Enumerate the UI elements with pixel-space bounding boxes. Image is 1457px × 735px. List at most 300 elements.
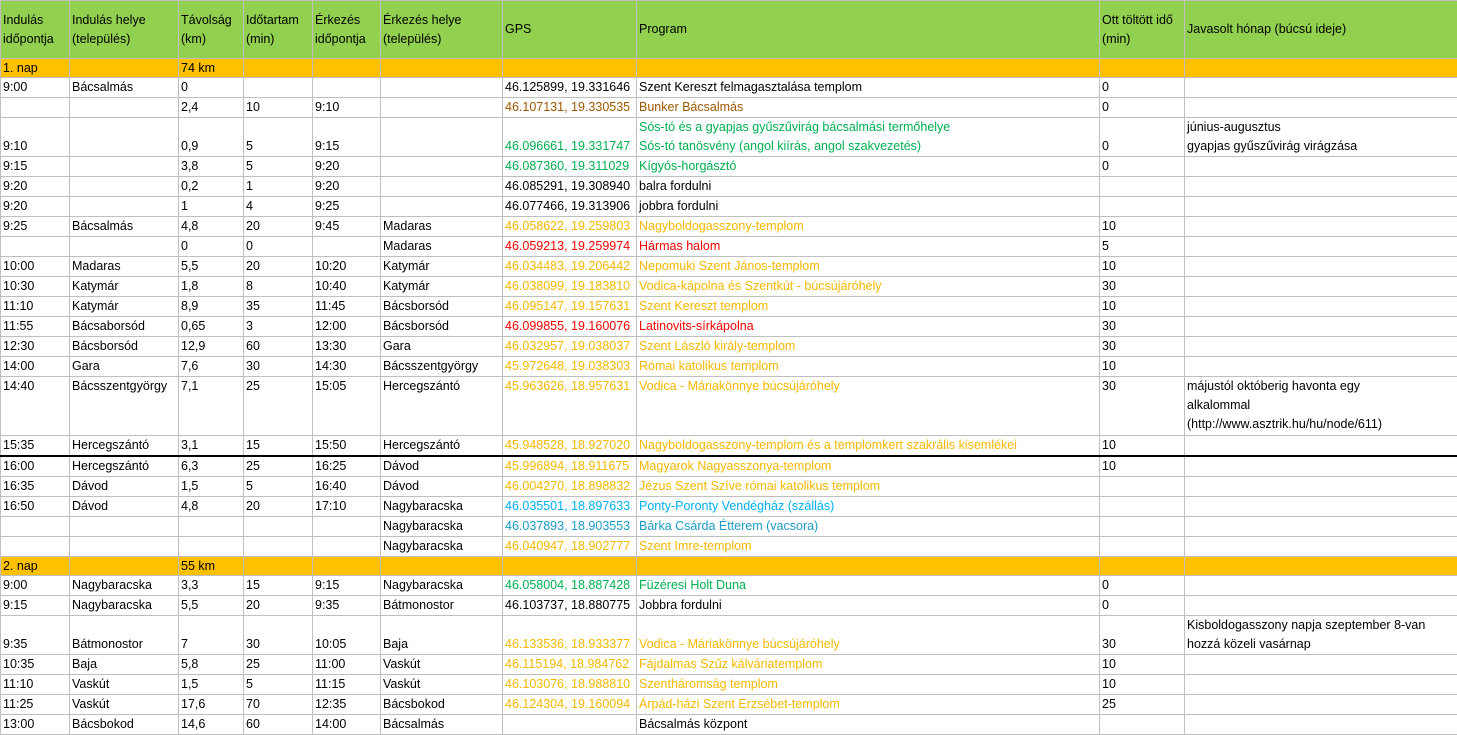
cell-stay-time: 10 [1100,217,1185,237]
cell-arrival-time: 9:10 [313,98,381,118]
cell-gps: 46.095147, 19.157631 [503,297,637,317]
cell-arrival-place: Madaras [381,217,503,237]
day-distance: 74 km [179,59,244,78]
day-empty-cell [313,557,381,576]
cell-program: Vodica-kápolna és Szentkút - búcsújáróhely [637,277,1100,297]
month-line: gyapjas gyűszűvirág virágzása [1187,137,1455,156]
cell-departure-place [70,197,179,217]
cell-stay-time: 0 [1100,118,1185,157]
cell-departure-place: Bácsalmás [70,217,179,237]
cell-distance: 0 [179,237,244,257]
cell-program: Vodica - Máriakönnye búcsújáróhely [637,377,1100,436]
table-row [1,537,1457,557]
cell-arrival-place [381,157,503,177]
cell-gps: 46.040947, 18.902777 [503,537,637,557]
cell-arrival-time: 9:25 [313,197,381,217]
cell-program: Nagyboldogasszony-templom [637,217,1100,237]
day-distance: 55 km [179,557,244,576]
header-stay-time: Ott töltött idő (min) [1100,1,1185,59]
cell-distance: 5,5 [179,257,244,277]
header-suggested-month: Javasolt hónap (búcsú ideje) [1185,1,1457,59]
cell-distance [179,517,244,537]
cell-program: Ponty-Poronty Vendégház (szállás) [637,497,1100,517]
cell-duration: 4 [244,197,313,217]
cell-arrival-time: 15:05 [313,377,381,436]
cell-departure-place: Bácsszentgyörgy [70,377,179,436]
cell-departure-place: Katymár [70,297,179,317]
cell-distance: 4,8 [179,497,244,517]
cell-departure-time: 10:30 [1,277,70,297]
cell-stay-time: 10 [1100,257,1185,277]
cell-duration: 25 [244,456,313,477]
cell-arrival-time [313,537,381,557]
cell-suggested-month [1185,357,1457,377]
day-empty-cell [1185,59,1457,78]
cell-duration: 70 [244,695,313,715]
cell-departure-place: Vaskút [70,695,179,715]
cell-arrival-place: Bátmonostor [381,596,503,616]
cell-departure-place [70,98,179,118]
cell-suggested-month [1185,98,1457,118]
cell-distance: 0,9 [179,118,244,157]
cell-program [637,118,1100,157]
cell-arrival-time: 12:00 [313,317,381,337]
cell-arrival-time: 10:40 [313,277,381,297]
cell-departure-time: 9:25 [1,217,70,237]
cell-gps: 46.103737, 18.880775 [503,596,637,616]
cell-arrival-time: 14:00 [313,715,381,735]
header-program: Program [637,1,1100,59]
cell-duration [244,537,313,557]
cell-suggested-month [1185,477,1457,497]
cell-departure-place: Dávod [70,497,179,517]
cell-program: Latinovits-sírkápolna [637,317,1100,337]
table-row [1,317,1457,337]
cell-departure-time: 9:20 [1,197,70,217]
cell-suggested-month [1185,297,1457,317]
cell-duration: 5 [244,118,313,157]
cell-arrival-place: Nagybaracska [381,497,503,517]
cell-distance: 8,9 [179,297,244,317]
table-row [1,576,1457,596]
cell-stay-time: 0 [1100,576,1185,596]
table-row [1,497,1457,517]
header-arrival-time: Érkezés időpontja [313,1,381,59]
cell-arrival-time: 15:50 [313,436,381,457]
cell-arrival-place: Bácsszentgyörgy [381,357,503,377]
cell-duration: 60 [244,715,313,735]
cell-suggested-month [1185,596,1457,616]
cell-suggested-month [1185,456,1457,477]
cell-gps: 45.963626, 18.957631 [503,377,637,436]
table-row [1,297,1457,317]
cell-program: Jézus Szent Szíve római katolikus templom [637,477,1100,497]
cell-stay-time [1100,517,1185,537]
cell-departure-time [1,537,70,557]
cell-stay-time [1100,477,1185,497]
cell-gps: 46.115194, 18.984762 [503,655,637,675]
cell-suggested-month [1185,197,1457,217]
program-line: Sós-tó és a gyapjas gyűszűvirág bácsalmási termőhelye [639,118,1097,137]
header-arrival-place: Érkezés helye (település) [381,1,503,59]
day-empty-cell [381,557,503,576]
cell-gps: 46.077466, 19.313906 [503,197,637,217]
cell-departure-place [70,118,179,157]
cell-gps: 45.996894, 18.911675 [503,456,637,477]
cell-program: Szentháromság templom [637,675,1100,695]
day-empty-cell [1100,59,1185,78]
cell-arrival-time: 16:25 [313,456,381,477]
cell-arrival-place [381,197,503,217]
cell-duration: 25 [244,655,313,675]
cell-arrival-time: 9:20 [313,177,381,197]
cell-stay-time [1100,177,1185,197]
program-line: Sós-tó tanösvény (angol kiírás, angol szakvezetés) [639,137,1097,156]
cell-departure-place: Katymár [70,277,179,297]
cell-arrival-place: Bácsborsód [381,297,503,317]
table-row [1,197,1457,217]
day-empty-cell [503,59,637,78]
cell-suggested-month [1185,715,1457,735]
cell-program: Magyarok Nagyasszonya-templom [637,456,1100,477]
cell-arrival-time: 11:00 [313,655,381,675]
cell-stay-time: 30 [1100,616,1185,655]
cell-suggested-month [1185,675,1457,695]
cell-arrival-place [381,78,503,98]
cell-departure-place: Bátmonostor [70,616,179,655]
day-empty-cell [1100,557,1185,576]
cell-arrival-time: 10:20 [313,257,381,277]
cell-departure-time [1,517,70,537]
table-row [1,456,1457,477]
cell-suggested-month [1185,118,1457,157]
cell-gps: 46.037893, 18.903553 [503,517,637,537]
cell-gps: 46.038099, 19.183810 [503,277,637,297]
cell-program: Árpád-házi Szent Erzsébet-templom [637,695,1100,715]
cell-departure-time: 11:55 [1,317,70,337]
cell-arrival-place: Vaskút [381,655,503,675]
cell-arrival-place: Hercegszántó [381,436,503,457]
table-row [1,257,1457,277]
cell-arrival-time: 9:35 [313,596,381,616]
table-row [1,616,1457,655]
cell-departure-time: 11:10 [1,675,70,695]
cell-arrival-place: Bácsbokod [381,695,503,715]
cell-duration: 1 [244,177,313,197]
cell-departure-time: 16:50 [1,497,70,517]
cell-stay-time: 10 [1100,436,1185,457]
cell-suggested-month [1185,616,1457,655]
cell-program: Római katolikus templom [637,357,1100,377]
day-empty-cell [637,557,1100,576]
cell-duration: 20 [244,497,313,517]
day-header-row [1,557,1457,576]
cell-program: Jobbra fordulni [637,596,1100,616]
cell-gps: 46.032957, 19.038037 [503,337,637,357]
cell-arrival-place: Nagybaracska [381,576,503,596]
cell-arrival-place [381,118,503,157]
cell-arrival-time: 11:45 [313,297,381,317]
cell-duration: 3 [244,317,313,337]
cell-arrival-place [381,98,503,118]
cell-departure-place [70,237,179,257]
cell-gps: 46.004270, 18.898832 [503,477,637,497]
cell-departure-time: 13:00 [1,715,70,735]
cell-departure-place: Nagybaracska [70,596,179,616]
cell-departure-time: 9:00 [1,78,70,98]
day-label: 2. nap [1,557,70,576]
cell-suggested-month [1185,157,1457,177]
cell-departure-time: 9:00 [1,576,70,596]
cell-gps: 46.096661, 19.331747 [503,118,637,157]
cell-departure-place: Bácsalmás [70,78,179,98]
cell-distance: 12,9 [179,337,244,357]
cell-suggested-month [1185,237,1457,257]
cell-departure-place [70,157,179,177]
cell-departure-place: Bácsborsód [70,337,179,357]
cell-departure-place: Baja [70,655,179,675]
cell-arrival-place: Dávod [381,456,503,477]
cell-duration: 30 [244,357,313,377]
cell-duration: 0 [244,237,313,257]
cell-arrival-place: Katymár [381,257,503,277]
table-row [1,715,1457,735]
cell-distance: 6,3 [179,456,244,477]
cell-duration: 20 [244,596,313,616]
cell-gps: 46.099855, 19.160076 [503,317,637,337]
cell-duration: 5 [244,675,313,695]
day-label: 1. nap [1,59,70,78]
cell-arrival-time [313,517,381,537]
cell-departure-time: 14:40 [1,377,70,436]
cell-suggested-month [1185,436,1457,457]
table-row [1,377,1457,436]
cell-arrival-place: Vaskút [381,675,503,695]
table-row [1,177,1457,197]
cell-stay-time: 5 [1100,237,1185,257]
cell-stay-time: 0 [1100,596,1185,616]
cell-distance: 3,8 [179,157,244,177]
cell-duration: 30 [244,616,313,655]
cell-arrival-time: 9:45 [313,217,381,237]
cell-distance: 0,65 [179,317,244,337]
cell-departure-place: Nagybaracska [70,576,179,596]
cell-gps: 46.125899, 19.331646 [503,78,637,98]
cell-arrival-time: 11:15 [313,675,381,695]
cell-program: Vodica - Máriakönnye búcsújáróhely [637,616,1100,655]
day-empty-cell [244,557,313,576]
table-row [1,436,1457,457]
cell-arrival-place: Baja [381,616,503,655]
cell-departure-time: 16:35 [1,477,70,497]
month-line: június-augusztus [1187,118,1455,137]
cell-suggested-month [1185,517,1457,537]
cell-stay-time: 25 [1100,695,1185,715]
cell-departure-time: 16:00 [1,456,70,477]
cell-departure-place: Hercegszántó [70,456,179,477]
cell-duration: 10 [244,98,313,118]
cell-arrival-time: 16:40 [313,477,381,497]
cell-suggested-month [1185,655,1457,675]
cell-gps: 45.972648, 19.038303 [503,357,637,377]
cell-departure-place: Bácsbokod [70,715,179,735]
cell-departure-time: 10:35 [1,655,70,675]
cell-gps [503,715,637,735]
cell-departure-time: 14:00 [1,357,70,377]
month-line: hozzá közeli vasárnap [1187,635,1455,654]
cell-duration: 20 [244,257,313,277]
cell-stay-time: 10 [1100,655,1185,675]
cell-gps: 46.058004, 18.887428 [503,576,637,596]
cell-duration [244,78,313,98]
cell-arrival-place [381,177,503,197]
cell-arrival-time: 9:20 [313,157,381,177]
cell-stay-time [1100,497,1185,517]
itinerary-body [1,59,1457,735]
cell-distance: 7,6 [179,357,244,377]
cell-program: Bácsalmás központ [637,715,1100,735]
cell-program: Hármas halom [637,237,1100,257]
cell-stay-time: 30 [1100,337,1185,357]
cell-departure-time: 12:30 [1,337,70,357]
cell-duration [244,517,313,537]
cell-distance: 0 [179,78,244,98]
cell-program: Nepomuki Szent János-templom [637,257,1100,277]
cell-arrival-place: Nagybaracska [381,537,503,557]
cell-departure-time: 9:15 [1,157,70,177]
table-row [1,695,1457,715]
cell-gps: 46.087360, 19.311029 [503,157,637,177]
cell-distance: 1 [179,197,244,217]
cell-distance: 14,6 [179,715,244,735]
table-row [1,477,1457,497]
header-departure-time: Indulás időpontja [1,1,70,59]
cell-arrival-time: 13:30 [313,337,381,357]
cell-distance: 1,5 [179,477,244,497]
cell-arrival-time: 10:05 [313,616,381,655]
cell-duration: 15 [244,576,313,596]
cell-suggested-month [1185,537,1457,557]
cell-duration: 15 [244,436,313,457]
cell-stay-time [1100,715,1185,735]
cell-duration: 5 [244,157,313,177]
cell-program: balra fordulni [637,177,1100,197]
cell-duration: 5 [244,477,313,497]
month-line: Kisboldogasszony napja szeptember 8-van [1187,616,1455,635]
table-row [1,357,1457,377]
cell-departure-place: Dávod [70,477,179,497]
cell-departure-time: 11:10 [1,297,70,317]
table-row [1,675,1457,695]
cell-stay-time: 30 [1100,377,1185,436]
cell-suggested-month [1185,337,1457,357]
table-row [1,98,1457,118]
cell-stay-time: 30 [1100,277,1185,297]
header-departure-place: Indulás helye (település) [70,1,179,59]
month-line: alkalommal [1187,396,1455,415]
cell-arrival-time: 12:35 [313,695,381,715]
cell-arrival-time: 9:15 [313,576,381,596]
day-empty-cell [70,557,179,576]
cell-departure-time [1,237,70,257]
cell-departure-time: 9:20 [1,177,70,197]
cell-departure-place: Bácsaborsód [70,317,179,337]
cell-program: Szent Kereszt felmagasztalása templom [637,78,1100,98]
cell-program: Szent Kereszt templom [637,297,1100,317]
cell-duration: 35 [244,297,313,317]
table-row [1,78,1457,98]
cell-departure-place [70,517,179,537]
cell-departure-place: Vaskút [70,675,179,695]
month-line: májustól októberig havonta egy [1187,377,1455,396]
cell-distance [179,537,244,557]
cell-gps: 46.107131, 19.330535 [503,98,637,118]
cell-gps: 46.085291, 19.308940 [503,177,637,197]
cell-arrival-time [313,78,381,98]
cell-gps: 46.034483, 19.206442 [503,257,637,277]
cell-distance: 3,3 [179,576,244,596]
cell-departure-time: 9:15 [1,596,70,616]
cell-arrival-time [313,237,381,257]
cell-suggested-month [1185,695,1457,715]
cell-departure-place: Gara [70,357,179,377]
cell-gps: 45.948528, 18.927020 [503,436,637,457]
cell-stay-time: 0 [1100,98,1185,118]
cell-program: Fájdalmas Szűz kálváriatemplom [637,655,1100,675]
cell-program: jobbra fordulni [637,197,1100,217]
cell-stay-time [1100,197,1185,217]
cell-suggested-month [1185,277,1457,297]
cell-suggested-month [1185,217,1457,237]
day-header-row [1,59,1457,78]
table-row [1,337,1457,357]
cell-departure-time: 15:35 [1,436,70,457]
table-row [1,517,1457,537]
cell-suggested-month [1185,257,1457,277]
cell-distance: 5,8 [179,655,244,675]
cell-arrival-time: 14:30 [313,357,381,377]
cell-program: Nagyboldogasszony-templom és a templomkert szakrális kisemlékei [637,436,1100,457]
cell-duration: 25 [244,377,313,436]
day-empty-cell [70,59,179,78]
day-empty-cell [381,59,503,78]
cell-stay-time: 10 [1100,297,1185,317]
table-row [1,655,1457,675]
cell-stay-time: 30 [1100,317,1185,337]
cell-suggested-month [1185,177,1457,197]
cell-arrival-time: 9:15 [313,118,381,157]
header-gps: GPS [503,1,637,59]
cell-arrival-place: Bácsalmás [381,715,503,735]
cell-gps: 46.103076, 18.988810 [503,675,637,695]
cell-stay-time [1100,537,1185,557]
cell-arrival-place: Gara [381,337,503,357]
cell-program: Bárka Csárda Étterem (vacsora) [637,517,1100,537]
cell-distance: 3,1 [179,436,244,457]
cell-gps: 46.124304, 19.160094 [503,695,637,715]
cell-departure-time: 9:10 [1,118,70,157]
day-empty-cell [313,59,381,78]
cell-stay-time: 10 [1100,675,1185,695]
header-duration: Időtartam (min) [244,1,313,59]
cell-suggested-month [1185,576,1457,596]
cell-arrival-place: Dávod [381,477,503,497]
cell-arrival-time: 17:10 [313,497,381,517]
day-empty-cell [637,59,1100,78]
table-row [1,157,1457,177]
cell-stay-time: 0 [1100,157,1185,177]
cell-distance: 5,5 [179,596,244,616]
